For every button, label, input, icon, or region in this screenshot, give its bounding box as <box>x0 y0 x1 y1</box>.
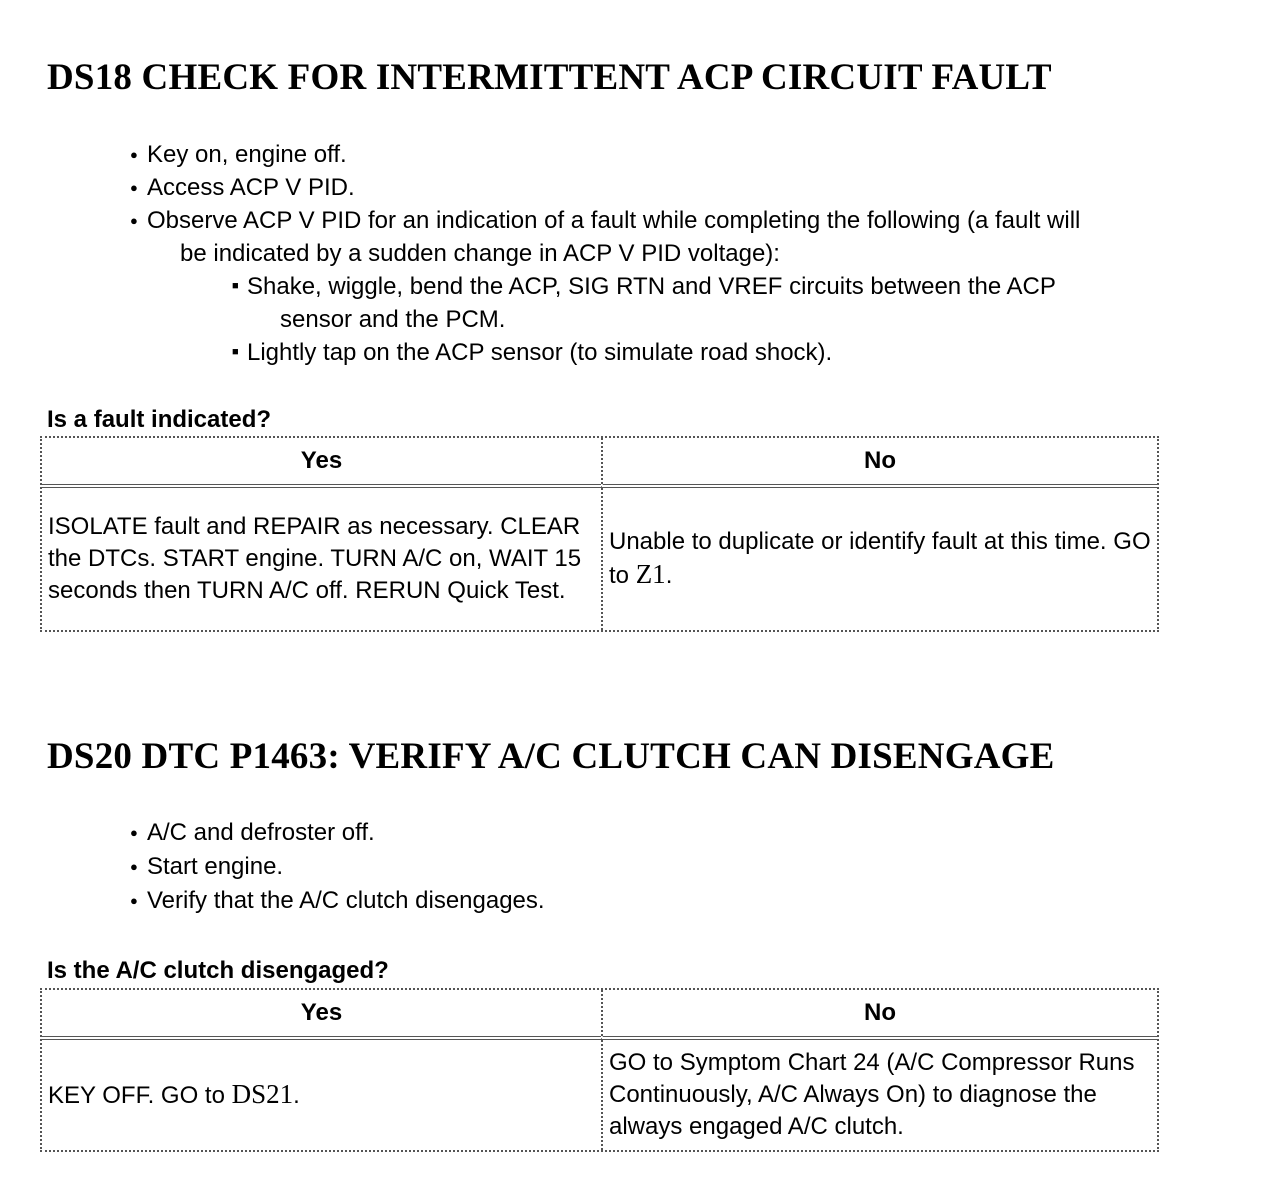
result-table-ds20 <box>40 988 1159 1152</box>
list-item: ● Access ACP V PID. <box>130 171 1080 204</box>
result-table-ds18 <box>40 436 1159 632</box>
step-list-ds20 <box>130 816 545 918</box>
question-ds18: Is a fault indicated? <box>47 406 272 433</box>
list-item: ● Start engine. <box>130 850 545 884</box>
sub-list-item: ■ Lightly tap on the ACP sensor (to simulate road shock). <box>232 336 1080 369</box>
list-item: ● Observe ACP V PID for an indication of a fault while completing the following (a fault will be indicated by a sudden change in ACP V PID voltage): <box>130 204 1080 270</box>
sub-list-item: ■ Shake, wiggle, bend the ACP, SIG RTN and VREF circuits between the ACP sensor and the PCM. <box>232 270 1080 336</box>
step-list-ds18 <box>130 138 1080 369</box>
goto-link-z1[interactable]: Z1 <box>635 559 666 589</box>
no-header: No <box>601 438 1157 488</box>
yes-cell: KEY OFF. GO to DS21. <box>48 1079 300 1109</box>
yes-header: Yes <box>42 438 601 488</box>
list-item: ● Verify that the A/C clutch disengages. <box>130 884 545 918</box>
yes-header: Yes <box>42 990 601 1040</box>
goto-link-ds21[interactable]: DS21 <box>231 1079 294 1109</box>
section-heading-ds20: DS20 DTC P1463: VERIFY A/C CLUTCH CAN DISENGAGE <box>47 736 1055 777</box>
list-item: ● Key on, engine off. <box>130 138 1080 171</box>
no-cell: Unable to duplicate or identify fault at this time. GO to Z1. <box>601 488 1157 630</box>
section-heading-ds18: DS18 CHECK FOR INTERMITTENT ACP CIRCUIT FAULT <box>47 57 1052 98</box>
list-item: ● A/C and defroster off. <box>130 816 545 850</box>
no-cell: GO to Symptom Chart 24 (A/C Compressor Runs Continuously, A/C Always On) to diagnose the always engaged A/C clutch. <box>601 1040 1157 1150</box>
no-header: No <box>601 990 1157 1040</box>
question-ds20: Is the A/C clutch disengaged? <box>47 957 389 984</box>
yes-cell: ISOLATE fault and REPAIR as necessary. CLEAR the DTCs. START engine. TURN A/C on, WAIT 15 seconds then TURN A/C off. RERUN Quick Test. <box>48 513 582 604</box>
